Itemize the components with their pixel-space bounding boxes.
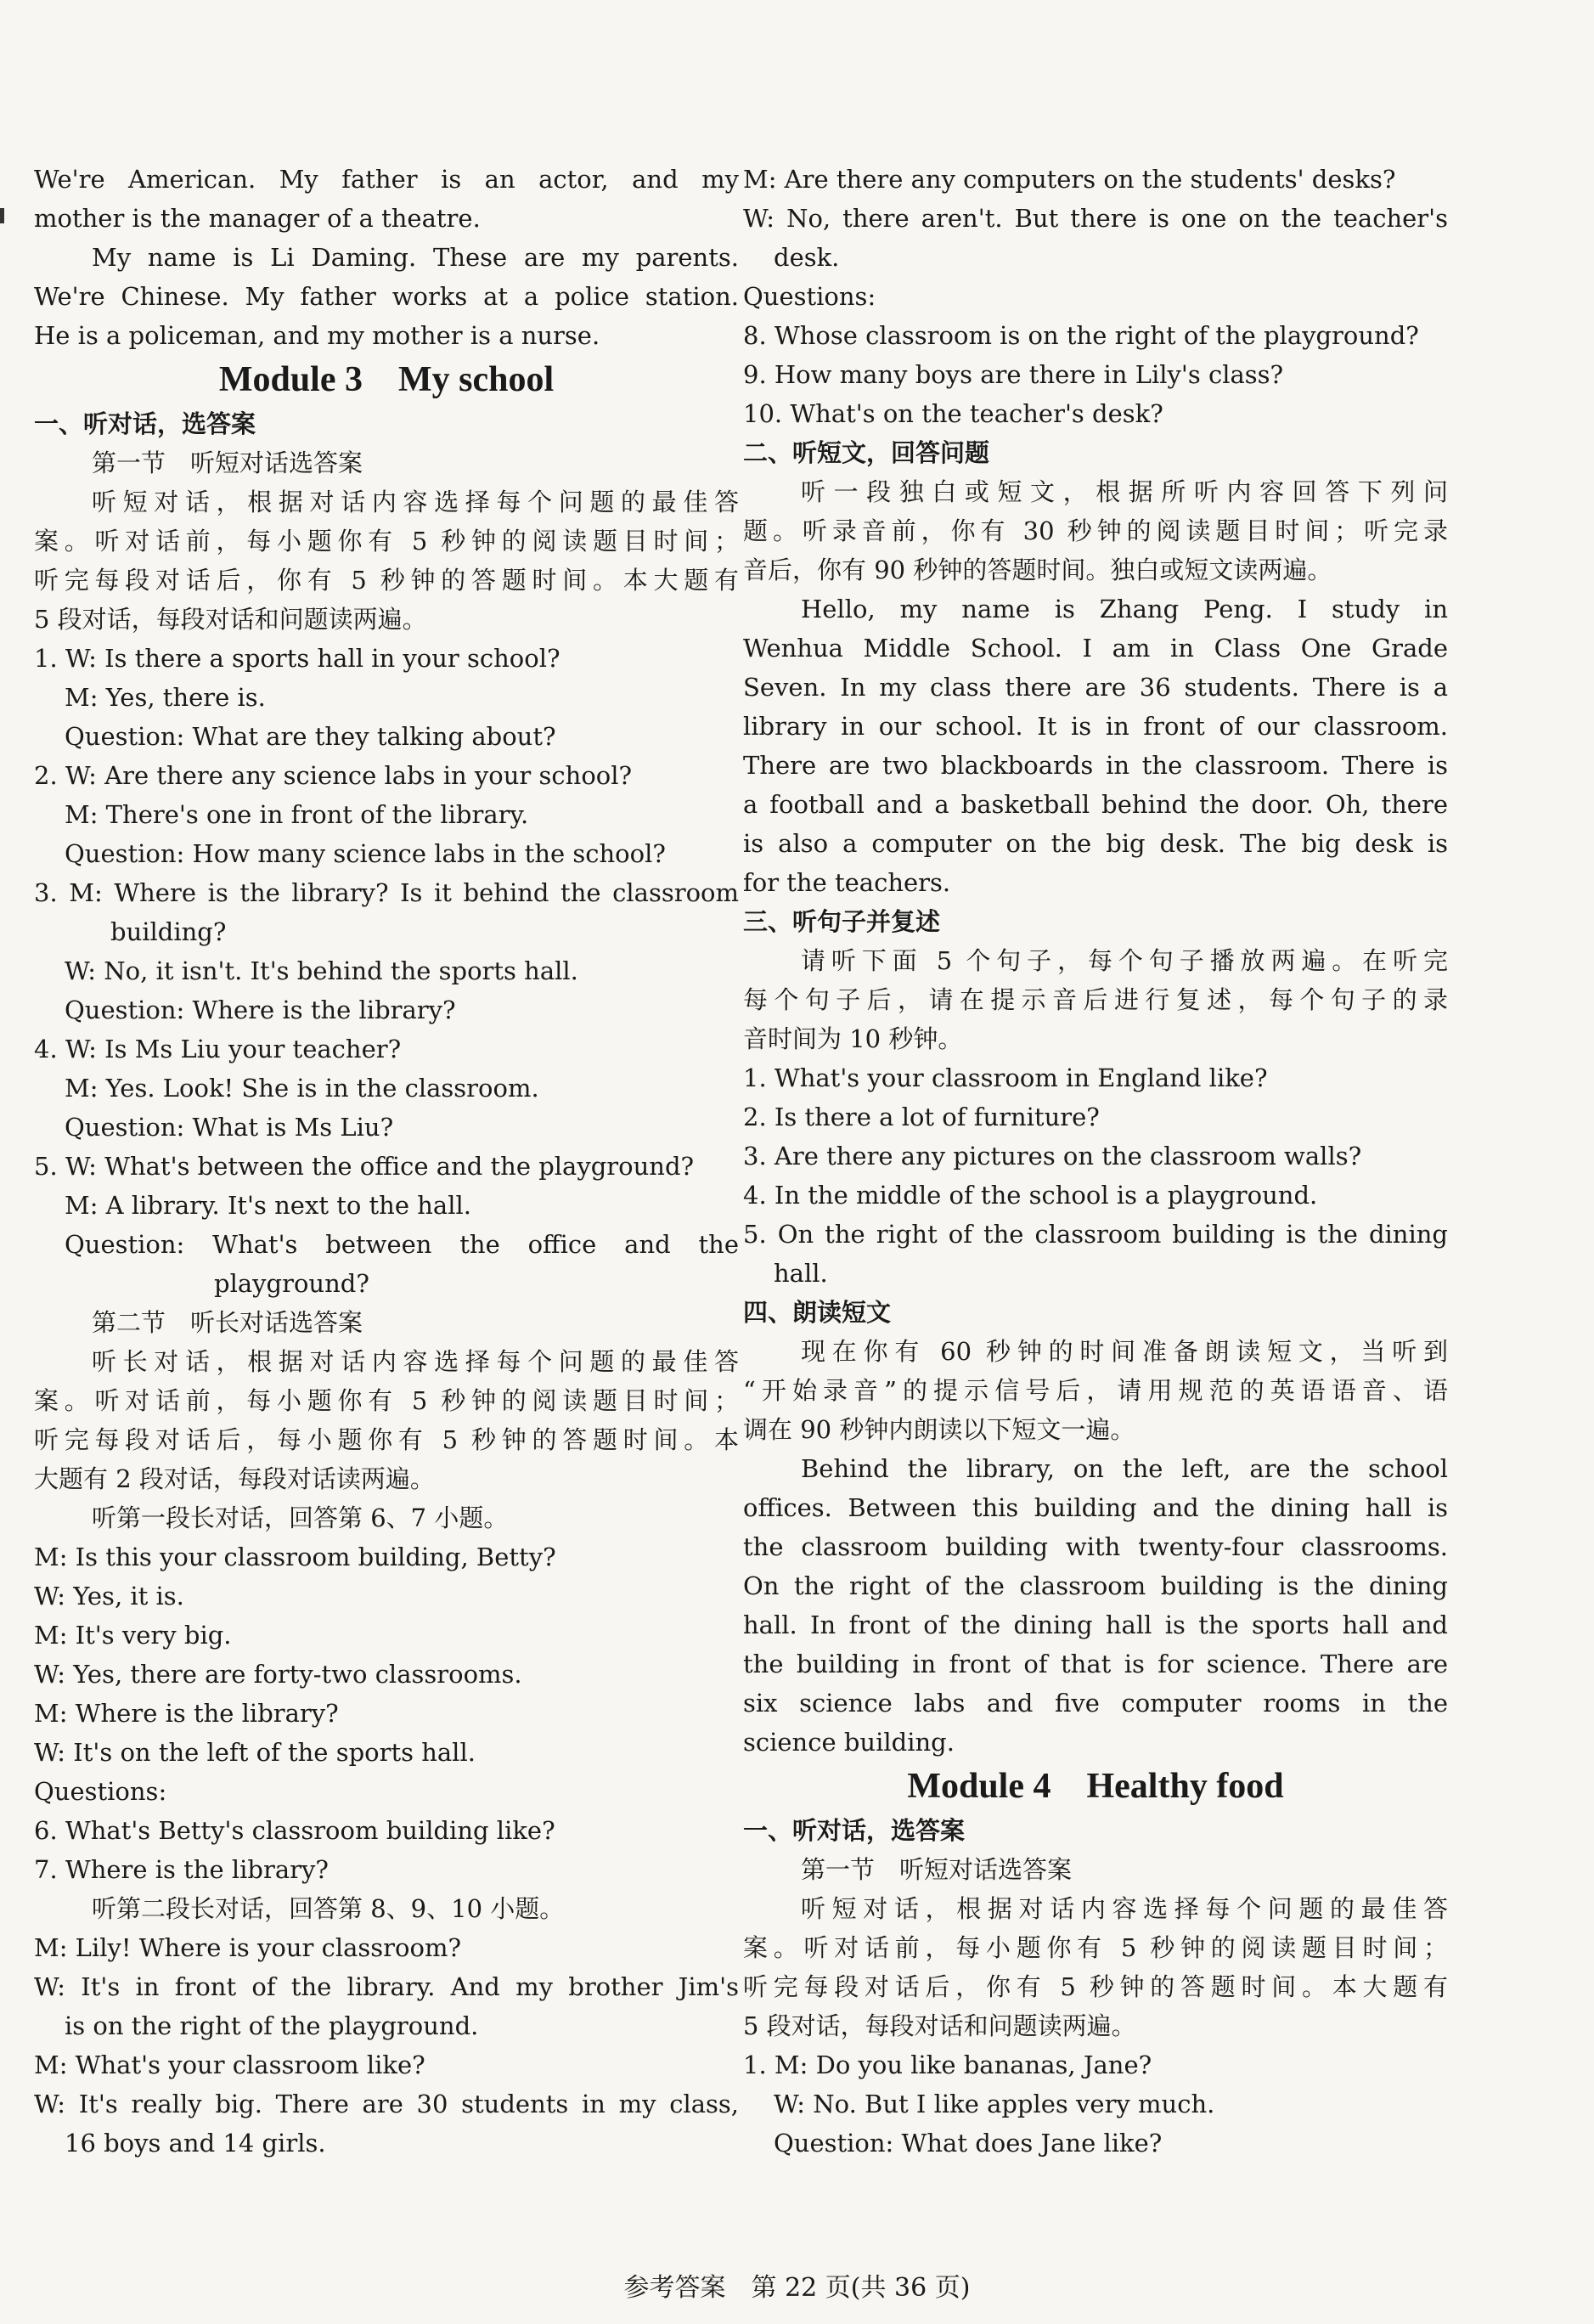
section-heading: 一、听对话，选答案 bbox=[743, 1816, 966, 1845]
text-line: There are two blackboards in the classroom. There is bbox=[743, 751, 1448, 780]
text-line: 10. What's on the teacher's desk? bbox=[743, 399, 1163, 428]
text-line: playground? bbox=[214, 1269, 369, 1298]
text-line: My name is Li Daming. These are my parents. bbox=[92, 243, 739, 272]
text-line: Hello, my name is Zhang Peng. I study in bbox=[801, 595, 1448, 623]
text-line: W: It's on the left of the sports hall. bbox=[34, 1738, 476, 1767]
module-heading: Module 3 My school bbox=[218, 360, 555, 399]
text-line: 5 段对话，每段对话和问题读两遍。 bbox=[34, 605, 427, 634]
text-line: 听短对话，根据对话内容选择每个问题的最佳答 bbox=[92, 488, 739, 516]
text-line: 第一节 听短对话选答案 bbox=[92, 448, 363, 477]
text-line: 听一段独白或短文，根据所听内容回答下列问 bbox=[801, 477, 1448, 506]
text-line: 3. Are there any pictures on the classroom walls? bbox=[743, 1142, 1362, 1170]
text-line: He is a policeman, and my mother is a nurse. bbox=[34, 321, 600, 350]
text-line: a football and a basketball behind the door. Oh, there bbox=[743, 790, 1448, 819]
text-line: M: It's very big. bbox=[34, 1621, 232, 1650]
text-line: the building in front of that is for science. There are bbox=[743, 1650, 1448, 1678]
text-line: Question: What does Jane like? bbox=[774, 2129, 1163, 2158]
text-line: hall. bbox=[774, 1259, 828, 1288]
section-heading: 二、听短文，回答问题 bbox=[743, 438, 990, 467]
text-line: W: No, there aren't. But there is one on the teacher's bbox=[743, 204, 1448, 233]
text-line: W: Yes, it is. bbox=[34, 1582, 184, 1610]
text-line: M: Yes, there is. bbox=[65, 683, 266, 712]
text-line: 听完每段对话后，你有 5 秒钟的答题时间。本大题有 bbox=[743, 1972, 1448, 2001]
text-line: 2. Is there a lot of furniture? bbox=[743, 1103, 1100, 1131]
text-line: 1. What's your classroom in England like? bbox=[743, 1063, 1268, 1092]
text-line: science building. bbox=[743, 1728, 955, 1757]
text-line: 音后，你有 90 秒钟的答题时间。独白或短文读两遍。 bbox=[743, 556, 1332, 584]
text-line: We're American. My father is an actor, and my bbox=[34, 165, 739, 194]
text-line: 听第二段长对话，回答第 8、9、10 小题。 bbox=[92, 1894, 565, 1923]
text-line: 听长对话，根据对话内容选择每个问题的最佳答 bbox=[92, 1347, 739, 1376]
text-line: 7. Where is the library? bbox=[34, 1855, 329, 1884]
text-line: 每个句子后，请在提示音后进行复述，每个句子的录 bbox=[743, 985, 1448, 1014]
text-line: the classroom building with twenty-four classrooms. bbox=[743, 1532, 1448, 1561]
text-line: 案。听对话前，每小题你有 5 秒钟的阅读题目时间； bbox=[34, 1386, 739, 1415]
text-line: M: Yes. Look! She is in the classroom. bbox=[65, 1074, 539, 1103]
text-line: 6. What's Betty's classroom building like? bbox=[34, 1816, 555, 1845]
text-line: 听短对话，根据对话内容选择每个问题的最佳答 bbox=[801, 1894, 1448, 1923]
text-line: M: A library. It's next to the hall. bbox=[65, 1191, 471, 1220]
text-line: W: No. But I like apples very much. bbox=[774, 2090, 1215, 2118]
left-column bbox=[34, 160, 739, 2163]
text-line: 5. W: What's between the office and the playground? bbox=[34, 1152, 695, 1181]
text-line: offices. Between this building and the dining hall is bbox=[743, 1493, 1448, 1522]
module-heading: Module 4 Healthy food bbox=[907, 1767, 1284, 1806]
text-line: W: It's really big. There are 30 students in my class, bbox=[34, 2090, 739, 2118]
text-line: Behind the library, on the left, are the school bbox=[801, 1454, 1448, 1483]
text-line: “开始录音”的提示信号后，请用规范的英语语音、语 bbox=[743, 1376, 1448, 1405]
text-line: building? bbox=[110, 917, 227, 946]
text-line: W: No, it isn't. It's behind the sports hall. bbox=[65, 956, 578, 985]
text-line: Seven. In my class there are 36 students. There is a bbox=[743, 673, 1448, 702]
text-line: 第一节 听短对话选答案 bbox=[801, 1855, 1073, 1884]
text-line: is on the right of the playground. bbox=[65, 2011, 479, 2040]
text-line: 大题有 2 段对话，每段对话读两遍。 bbox=[34, 1464, 435, 1493]
text-line: 5. On the right of the classroom building is the dining bbox=[743, 1220, 1448, 1249]
text-line: 1. M: Do you like bananas, Jane? bbox=[743, 2050, 1152, 2079]
text-line: Wenhua Middle School. I am in Class One Grade bbox=[743, 634, 1448, 663]
text-line: On the right of the classroom building is the dining bbox=[743, 1571, 1448, 1600]
text-line: for the teachers. bbox=[743, 868, 951, 897]
text-line: M: Where is the library? bbox=[34, 1699, 339, 1728]
text-line: is also a computer on the big desk. The big desk is bbox=[743, 829, 1448, 858]
text-line: hall. In front of the dining hall is the sports hall and bbox=[743, 1610, 1448, 1639]
text-line: 音时间为 10 秒钟。 bbox=[743, 1024, 963, 1053]
text-line: mother is the manager of a theatre. bbox=[34, 204, 481, 233]
text-line: 2. W: Are there any science labs in your school? bbox=[34, 761, 633, 790]
text-line: 现在你有 60 秒钟的时间准备朗读短文，当听到 bbox=[801, 1337, 1448, 1366]
margin-mark bbox=[0, 208, 4, 223]
text-line: 8. Whose classroom is on the right of the playground? bbox=[743, 321, 1419, 350]
text-line: We're Chinese. My father works at a police station. bbox=[34, 282, 739, 311]
right-column bbox=[743, 160, 1448, 2163]
text-line: 4. W: Is Ms Liu your teacher? bbox=[34, 1035, 402, 1063]
page-footer: 参考答案 第 22 页(共 36 页) bbox=[623, 2273, 971, 2303]
text-line: 案。听对话前，每小题你有 5 秒钟的阅读题目时间； bbox=[743, 1933, 1448, 1962]
text-line: Question: Where is the library? bbox=[65, 996, 456, 1024]
text-line: Question: What is Ms Liu? bbox=[65, 1113, 394, 1142]
text-line: Questions: bbox=[34, 1777, 167, 1806]
section-heading: 一、听对话，选答案 bbox=[34, 409, 256, 438]
text-line: W: Yes, there are forty-two classrooms. bbox=[34, 1660, 522, 1689]
text-line: W: It's in front of the library. And my brother Jim's bbox=[34, 1972, 739, 2001]
text-line: Question: How many science labs in the school? bbox=[65, 839, 666, 868]
text-line: 听完每段对话后，你有 5 秒钟的答题时间。本大题有 bbox=[34, 566, 739, 595]
text-line: 5 段对话，每段对话和问题读两遍。 bbox=[743, 2011, 1136, 2040]
section-heading: 四、朗读短文 bbox=[743, 1298, 892, 1327]
text-line: desk. bbox=[774, 243, 840, 272]
text-line: M: Is this your classroom building, Betty? bbox=[34, 1543, 556, 1571]
text-line: Question: What's between the office and the bbox=[65, 1230, 739, 1259]
text-line: 调在 90 秒钟内朗读以下短文一遍。 bbox=[743, 1415, 1135, 1444]
text-line: 9. How many boys are there in Lily's class? bbox=[743, 360, 1284, 389]
text-line: M: Lily! Where is your classroom? bbox=[34, 1933, 462, 1962]
text-line: 听第一段长对话，回答第 6、7 小题。 bbox=[92, 1503, 509, 1532]
text-line: 1. W: Is there a sports hall in your school? bbox=[34, 644, 560, 673]
text-line: 请听下面 5 个句子，每个句子播放两遍。在听完 bbox=[801, 946, 1448, 975]
text-line: Questions: bbox=[743, 282, 876, 311]
text-line: 第二节 听长对话选答案 bbox=[92, 1308, 363, 1337]
text-line: M: Are there any computers on the students' desks? bbox=[743, 165, 1396, 194]
text-line: 3. M: Where is the library? Is it behind the classroom bbox=[34, 878, 739, 907]
text-line: 题。听录音前，你有 30 秒钟的阅读题目时间；听完录 bbox=[743, 516, 1448, 545]
text-line: Question: What are they talking about? bbox=[65, 722, 556, 751]
text-line: library in our school. It is in front of our classroom. bbox=[743, 712, 1448, 741]
text-line: M: There's one in front of the library. bbox=[65, 800, 529, 829]
text-line: M: What's your classroom like? bbox=[34, 2050, 425, 2079]
text-line: 16 boys and 14 girls. bbox=[65, 2129, 326, 2158]
section-heading: 三、听句子并复述 bbox=[743, 907, 941, 936]
text-line: 听完每段对话后，每小题你有 5 秒钟的答题时间。本 bbox=[34, 1425, 739, 1454]
text-line: six science labs and five computer rooms in the bbox=[743, 1689, 1448, 1718]
text-line: 案。听对话前，每小题你有 5 秒钟的阅读题目时间； bbox=[34, 527, 739, 556]
text-line: 4. In the middle of the school is a playground. bbox=[743, 1181, 1318, 1210]
